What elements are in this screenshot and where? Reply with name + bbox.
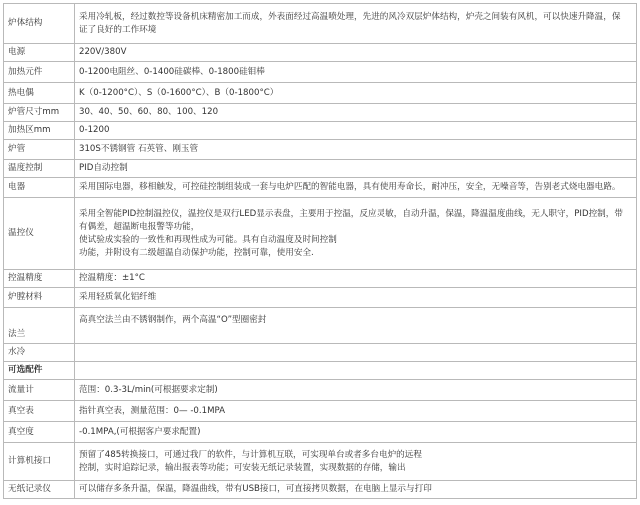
spec-value-line: 功能，并附设有二级超温自动保护功能，控制可靠，使用安全.	[79, 247, 314, 258]
spec-value-line: 证了良好的工作环境	[79, 24, 157, 35]
spec-label: 无纸记录仪	[4, 481, 75, 499]
spec-value	[75, 4, 637, 44]
spec-value	[75, 362, 637, 380]
spec-row-tube-size	[4, 104, 637, 122]
spec-value: 220V/380V	[75, 44, 637, 62]
spec-row-vacuum-gauge	[4, 401, 637, 422]
spec-label: 炉管尺寸mm	[4, 104, 75, 122]
spec-value-line: 使试验成实验的一致性和再现性成为可能。具有自动温度及时间控制	[79, 234, 337, 245]
spec-row-power	[4, 44, 637, 62]
spec-value: 范围：0.3-3L/min(可根据要求定制)	[75, 380, 637, 401]
spec-table-body	[4, 4, 637, 499]
spec-row-thermocouple	[4, 83, 637, 104]
spec-row-tube	[4, 140, 637, 160]
spec-value: -0.1MPA,(可根据客户要求配置)	[75, 422, 637, 443]
spec-table	[3, 3, 637, 499]
spec-label: 电源	[4, 44, 75, 62]
spec-value-line: 预留了485转换接口，可通过我厂的软件，与计算机互联，可实现单台或者多台电炉的远程	[79, 449, 422, 460]
spec-label: 温度控制	[4, 160, 75, 178]
spec-value: PID自动控制	[75, 160, 637, 178]
spec-value: 0-1200电阻丝、0-1400硅碳棒、0-1800硅钼棒	[75, 62, 637, 83]
spec-row-flange	[4, 308, 637, 344]
spec-label: 温控仪	[4, 198, 75, 270]
spec-label: 加热元件	[4, 62, 75, 83]
spec-row-electrical	[4, 178, 637, 198]
spec-value: 采用国际电器，移相触发，可控硅控制组装成一套与电炉匹配的智能电器，具有使用寿命长，耐冲压，安全，无噪音等，告别老式烧电器电路。	[75, 178, 637, 198]
spec-label: 炉膛材料	[4, 288, 75, 308]
spec-value: 指针真空表，测量范围：0— -0.1MPA	[75, 401, 637, 422]
spec-row-heating-element	[4, 62, 637, 83]
spec-value: 可以储存多条升温，保温，降温曲线，带有USB接口，可直接拷贝数据，在电脑上显示与打印	[75, 481, 637, 499]
spec-label: 炉体结构	[4, 4, 75, 44]
spec-label: 水冷	[4, 344, 75, 362]
spec-label: 计算机接口	[4, 443, 75, 481]
spec-row-temp-control	[4, 160, 637, 178]
spec-value	[75, 443, 637, 481]
spec-value-line: 采用冷轧板，经过数控等设备机床精密加工而成，外表面经过高温喷处理，先进的风冷双层炉体结构，炉壳之间装有风机，可以快速升降温，保	[79, 11, 621, 22]
spec-row-water-cooling	[4, 344, 637, 362]
spec-row-flowmeter	[4, 380, 637, 401]
section-title: 可选配件	[4, 362, 75, 380]
spec-row-temp-controller	[4, 198, 637, 270]
spec-row-heating-zone	[4, 122, 637, 140]
spec-row-computer-interface	[4, 443, 637, 481]
spec-value-line: 控制，实时追踪记录，输出报表等功能；可安装无纸记录装置，实现数据的存储，输出	[79, 462, 406, 473]
spec-value	[75, 198, 637, 270]
spec-label: 法兰	[4, 308, 75, 344]
spec-value: 采用轻质氧化铝纤维	[75, 288, 637, 308]
spec-value-line: 有偶差，超温断电报警等功能，	[79, 221, 200, 232]
spec-row-chamber-material	[4, 288, 637, 308]
spec-label: 炉管	[4, 140, 75, 160]
spec-section-optional-accessories	[4, 362, 637, 380]
spec-value: 高真空法兰由不锈钢制作，两个高温“O”型圈密封	[75, 308, 637, 344]
spec-label: 真空度	[4, 422, 75, 443]
spec-value: 0-1200	[75, 122, 637, 140]
spec-row-vacuum-level	[4, 422, 637, 443]
spec-row-furnace-structure	[4, 4, 637, 44]
spec-value: 310S不锈钢管 石英管、刚玉管	[75, 140, 637, 160]
spec-value	[75, 344, 637, 362]
spec-label: 流量计	[4, 380, 75, 401]
spec-label: 真空表	[4, 401, 75, 422]
spec-row-accuracy	[4, 270, 637, 288]
spec-value-line: 采用全智能PID控制温控仪，温控仪是双行LED显示表盘，主要用于控温，反应灵敏，自动升温，保温，降温温度曲线，无人职守，PID控制，带	[79, 208, 623, 219]
spec-value: K（0-1200°C）、S（0-1600°C）、B（0-1800°C）	[75, 83, 637, 104]
spec-row-paperless-recorder	[4, 481, 637, 499]
spec-value: 控温精度：±1°C	[75, 270, 637, 288]
spec-label: 热电偶	[4, 83, 75, 104]
spec-value: 30、40、50、60、80、100、120	[75, 104, 637, 122]
spec-label: 控温精度	[4, 270, 75, 288]
spec-label: 电器	[4, 178, 75, 198]
spec-label: 加热区mm	[4, 122, 75, 140]
